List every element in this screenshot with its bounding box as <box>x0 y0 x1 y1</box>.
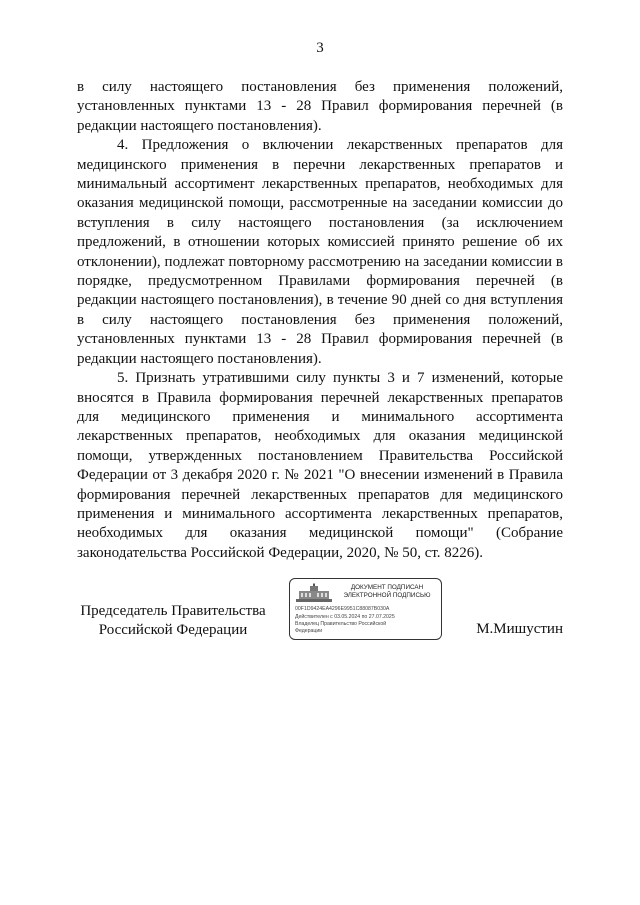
document-body <box>77 78 563 563</box>
paragraph-continuation: в силу настоящего постановления без применения положений, установленных пунктами 13 - 28 Правил формирования перечней (в редакции настоящего постановления). <box>77 79 563 134</box>
signatory-position-line-2: Российской Федерации <box>98 622 248 638</box>
stamp-owner-line-2: Федерации <box>295 628 323 634</box>
signatory-position-line-1: Председатель Правительства <box>80 603 266 619</box>
stamp-certificate: 00F1D9424EA4296E9951C88087B030A <box>295 606 390 612</box>
signature-block <box>0 578 640 648</box>
stamp-title-line-1: ДОКУМЕНТ ПОДПИСАН <box>350 584 424 591</box>
signatory-name: М.Мишустин <box>476 621 563 637</box>
stamp-owner-line-1: Владелец Правительство Российской <box>295 621 387 627</box>
stamp-title <box>336 584 438 599</box>
government-building-icon <box>295 583 333 603</box>
signatory-position <box>78 602 268 640</box>
stamp-validity: Действителен с 03.05.2024 по 27.07.2025 <box>295 614 395 620</box>
paragraph-item-5: 5. Признать утратившими силу пункты 3 и 7 изменений, которые вносятся в Правила формирования перечней лекарственных препаратов для медицинского применения и минимального ассортимента лекарственных препаратов, необходимых для оказания медицинской помощи, утвержденных постановлением Правительства Российской Федерации от 3 декабря 2020 г. № 2021 "О внесении изменений в Правила формирования перечней лекарственных препаратов для медицинского применения и минимального ассортимента лекарственных препаратов, необходимых для оказания медицинской помощи" (Собрание законодательства Российской Федерации, 2020, № 50, ст. 8226). <box>77 370 563 561</box>
page-number: 3 <box>316 40 324 56</box>
paragraph-item-4: 4. Предложения о включении лекарственных препаратов для медицинского применения в перечни лекарственных препаратов и минимальный ассортимент лекарственных препаратов, необходимых для оказания медицинской помощи, рассмотренные на заседании комиссии до вступления в силу настоящего постановления (за исключением предложений, в отношении которых комиссией принято решение об их отклонении), подлежат повторному рассмотрению на заседании комиссии в порядке, предусмотренном Правилами формирования перечней (в редакции настоящего постановления), в течение 90 дней со дня вступления в силу настоящего постановления без применения положений, установленных пунктами 13 - 28 Правил формирования перечней (в редакции настоящего постановления). <box>77 137 563 367</box>
electronic-signature-stamp <box>289 578 442 640</box>
stamp-title-line-2: ЭЛЕКТРОННОЙ ПОДПИСЬЮ <box>343 591 431 599</box>
